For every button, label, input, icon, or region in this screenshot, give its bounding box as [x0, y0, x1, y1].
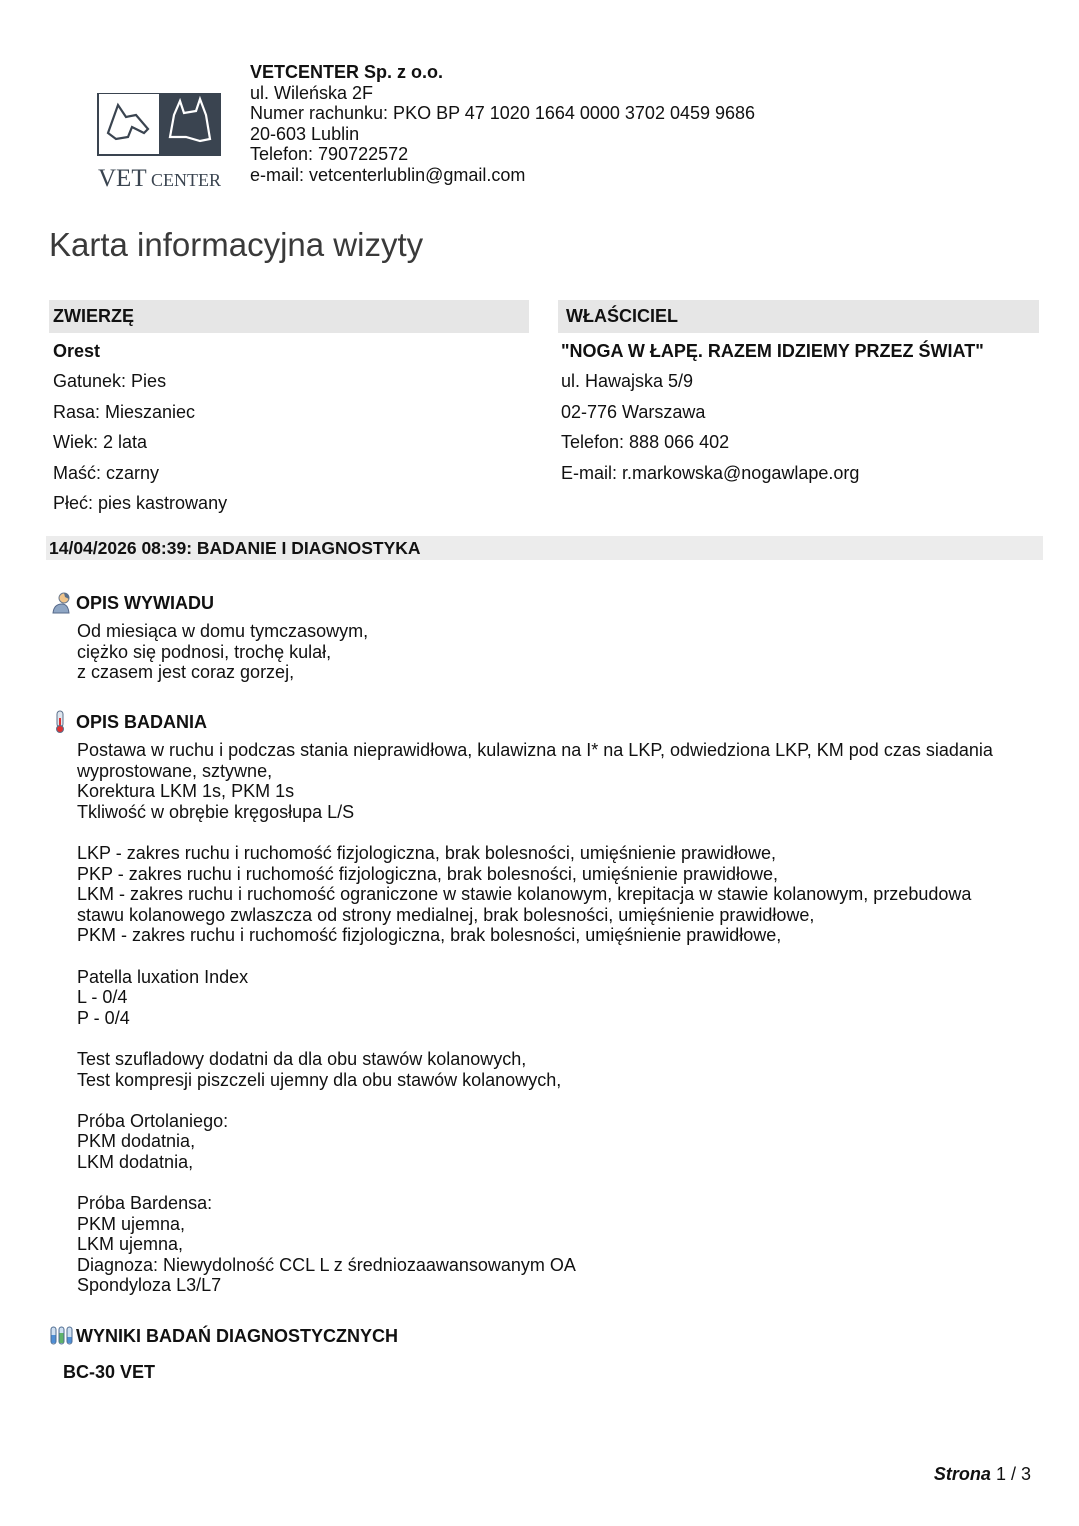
owner-name: "NOGA W ŁAPĘ. RAZEM IDZIEMY PRZEZ ŚWIAT" — [561, 341, 984, 361]
owner-street: ul. Hawajska 5/9 — [561, 371, 694, 392]
vetcenter-logo — [96, 93, 224, 193]
owner-city: 02-776 Warszawa — [561, 401, 706, 422]
svg-text:CENTER: CENTER — [151, 170, 221, 190]
company-info — [250, 62, 755, 186]
test-tubes-icon — [50, 1324, 74, 1348]
page-label: Strona — [933, 1464, 991, 1484]
interview-heading — [50, 591, 214, 615]
animal-age: Wiek: 2 lata — [53, 432, 148, 453]
animal-section-heading: ZWIERZĘ — [49, 300, 529, 333]
page-total: / 3 — [1010, 1464, 1031, 1484]
animal-species: Gatunek: Pies — [53, 371, 167, 392]
company-name: VETCENTER Sp. z o.o. — [250, 62, 444, 82]
interview-text: Od miesiąca w domu tymczasowym, ciężko się podnosi, trochę kulał, z czasem jest coraz gorzej, — [77, 621, 369, 683]
interview-heading-label: OPIS WYWIADU — [76, 592, 214, 613]
page-title: Karta informacyjna wizyty — [49, 226, 424, 263]
animal-color: Maść: czarny — [53, 462, 160, 483]
exam-heading-label: OPIS BADANIA — [76, 711, 208, 732]
svg-text:VET: VET — [98, 165, 147, 192]
company-address: ul. Wileńska 2F — [250, 82, 374, 103]
animal-info — [53, 336, 227, 518]
page-current: 1 — [995, 1464, 1006, 1484]
page-number — [934, 1464, 1031, 1485]
company-phone: Telefon: 790722572 — [250, 144, 409, 165]
results-heading — [50, 1324, 398, 1348]
company-email: e-mail: vetcenterlublin@gmail.com — [250, 164, 526, 185]
owner-email: E-mail: r.markowska@nogawlape.org — [561, 462, 860, 483]
owner-section-heading: WŁAŚCICIEL — [558, 300, 1039, 333]
thermometer-icon — [50, 710, 74, 734]
exam-heading — [50, 710, 207, 734]
visit-header: 14/04/2026 08:39: BADANIE I DIAGNOSTYKA — [46, 536, 1043, 560]
person-icon — [50, 591, 74, 615]
animal-breed: Rasa: Mieszaniec — [53, 401, 196, 422]
owner-phone: Telefon: 888 066 402 — [561, 432, 730, 453]
company-city: 20-603 Lublin — [250, 123, 360, 144]
animal-name: Orest — [53, 341, 101, 361]
exam-text: Postawa w ruchu i podczas stania nieprawidłowa, kulawizna na I* na LKP, odwiedziona LKP, KM pod czas siadania wyprostowane, sztywne, Korektura LKM 1s, PKM 1s Tkliwość w obrębie kręgosłupa L/S LKP - zakres ruchu i ruchomość fizjologiczna, brak bolesności, umięśnienie prawidłowe, PKP - zakres ruchu i ruchomość fizjologiczna, brak bolesności, umięśnienie prawidłowe, LKM - zakres ruchu i ruchomość ograniczone w stawie kolanowym, krepitacja w stawie kolanowym, przebudowa stawu kolanowego zwlaszcza od strony medialnej, brak bolesności, umięśnienie prawidłowe, PKM - zakres ruchu i ruchomość fizjologiczna, brak bolesności, umięśnienie prawidłowe, Patella luxation Index L - 0/4 P - 0/4 Test szufladowy dodatni da dla obu stawów kolanowych, Test kompresji piszczeli ujemny dla obu stawów kolanowych, Próba Ortolaniego: PKM dodatnia, LKM dodatnia, Próba Bardensa: PKM ujemna, LKM ujemna, Diagnoza: Niewydolność CCL L z średniozaawansowanym OA Spondyloza L3/L7 — [77, 740, 993, 1296]
animal-sex: Płeć: pies kastrowany — [53, 492, 228, 513]
results-item: BC-30 VET — [63, 1362, 156, 1382]
company-account: Numer rachunku: PKO BP 47 1020 1664 0000 3702 0459 9686 — [250, 103, 756, 124]
owner-info — [561, 336, 984, 488]
results-heading-label: WYNIKI BADAŃ DIAGNOSTYCZNYCH — [76, 1325, 398, 1346]
